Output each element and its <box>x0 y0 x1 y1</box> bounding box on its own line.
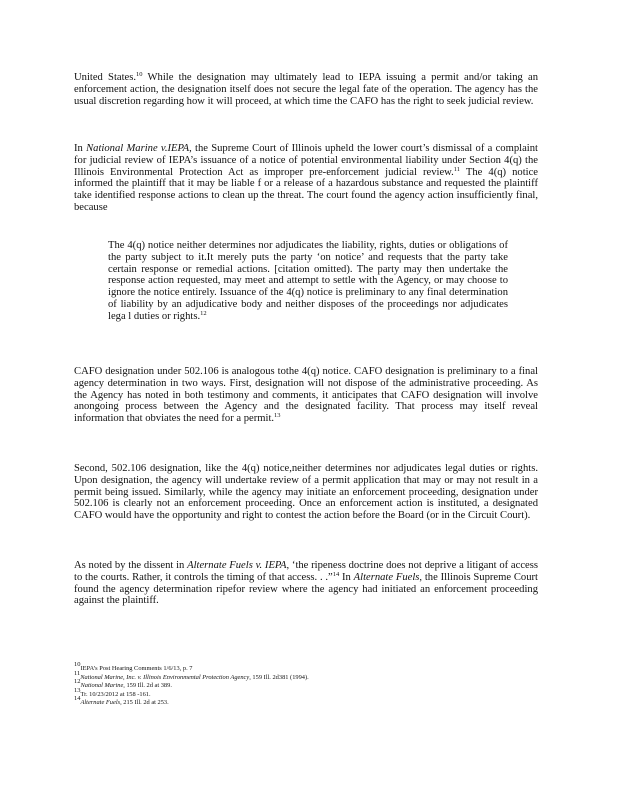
footnote-ref-10[interactable]: 10 <box>136 71 143 78</box>
footnote-text: , 159 Ill. 2d381 (1994). <box>249 673 309 681</box>
footnote-ref-12[interactable]: 12 <box>200 309 207 317</box>
footnote-text: , 215 Ill. 2d at 253. <box>120 699 169 707</box>
quote-text: The 4(q) notice neither determines nor adjudicates the liability, rights, duties or obligations of the party subject to it.It merely puts the party ‘on notice’ and requests that the party take certain response or remedial actions. [citation omitted). The party may then undertake the response action requested, may meet and attempt to settle with the Agency, or may choose to ignore the notice entirely. Issuance of the 4(q) notice is preliminary to any final determination of liability by an adjudicative body and neither disposes of the proceedings nor adjudicates lega l duties or rights. <box>108 240 508 322</box>
footnote <box>74 678 538 691</box>
paragraph-text: CAFO designation under 502.106 is analogous tothe 4(q) notice. CAFO designation is preliminary to a final agency determination in two ways. First, designation will not dispose of the administrative proceeding. As the Agency has noted in both testimony and comments, it anticipates that CAFO designation will involve anongoing process between the Agency and the designated facility. That process may itself reveal information that obviates the need for a permit. <box>74 366 538 425</box>
case-citation: Alternate Fuels v. IEPA <box>187 560 287 571</box>
footnote-ref-13[interactable]: 13 <box>274 412 281 420</box>
paragraph-text: As noted by the dissent in <box>74 560 185 571</box>
footnote-text: IEPA’s Post Hearing Comments 1/6/13, p. 7 <box>80 665 193 672</box>
footnotes <box>74 661 538 708</box>
paragraph-text: While the designation may ultimately lead to IEPA issuing a permit and/or taking an enforcement action, the designation itself does not secure the legal fate of the operation. The agency has the usual discretion regarding how it will proceed, at which time the CAFO has the right to seek judicial review. <box>74 72 539 107</box>
footnote-ref-11[interactable]: 11 <box>453 165 461 173</box>
paragraph-text: In <box>342 571 351 583</box>
paragraph-text: , the Supreme Court of Illinois upheld the lower court’s dismissal of a complaint for judicial review of IEPA’s issuance of a notice of potential environmental liability under Section 4(q) the Illinois Environmental Protection Act as improper pre-enforcement judicial review. <box>74 143 538 178</box>
block-quote <box>108 240 508 323</box>
paragraph-5 <box>74 560 538 607</box>
paragraph-text: United States. <box>74 72 137 83</box>
footnote-citation: Alternate Fuels <box>80 699 121 707</box>
footnote-number: 10 <box>74 661 81 668</box>
footnote-number: 12 <box>74 678 81 686</box>
footnote-text: Tr. 10/23/2012 at 158 -161. <box>80 690 151 698</box>
paragraph-text: Second, 502.106 designation, like the 4(q) notice,neither determines nor adjudicates legal duties or rights. Upon designation, the agency will undertake review of a permit application that may or may not result in a permit being issued. Similarly, while the agency may initiate an enforcement proceeding, designation under 502.106 is clearly not an enforcement proceeding. Once an enforcement action is instituted, a designated CAFO would have the opportunity and right to contest the action before the Board (or in the Circuit Court). <box>74 463 538 522</box>
footnote-text: , 159 Ill. 2d at 389. <box>123 682 172 690</box>
footnote-citation: National Marine <box>80 682 124 690</box>
footnote-number: 11 <box>74 669 81 677</box>
footnote-citation: National Marine, Inc. v. Illinois Environmental Protection Agency <box>80 673 250 681</box>
paragraph-4 <box>74 463 538 522</box>
case-citation: Alternate Fuels <box>353 571 420 583</box>
paragraph-text: , ‘the ripeness doctrine does not deprive a litigant of access to the courts. Rather, it controls the timing of that access. . .” <box>74 560 538 583</box>
paragraph-1 <box>74 72 538 107</box>
footnote <box>74 695 538 708</box>
paragraph-text: In <box>74 143 83 154</box>
paragraph-text: The 4(q) notice informed the plaintiff that it may be liable f or a release of a hazardous substance and requested the plaintiff take identified response actions to clean up the threat. The court found the agency action insufficiently final, because <box>74 166 538 213</box>
paragraph-2 <box>74 143 538 214</box>
footnote <box>74 661 538 674</box>
footnote-number: 14 <box>74 695 81 703</box>
paragraph-3 <box>74 366 538 425</box>
paragraph-text: , the Illinois Supreme Court found the agency determination ripefor review where the agency had initiated an enforcement proceeding against the plaintiff. <box>74 571 538 607</box>
footnote-number: 13 <box>74 686 81 694</box>
footnote-ref-14[interactable]: 14 <box>332 570 340 578</box>
case-citation: National Marine v.IEPA <box>86 143 190 154</box>
